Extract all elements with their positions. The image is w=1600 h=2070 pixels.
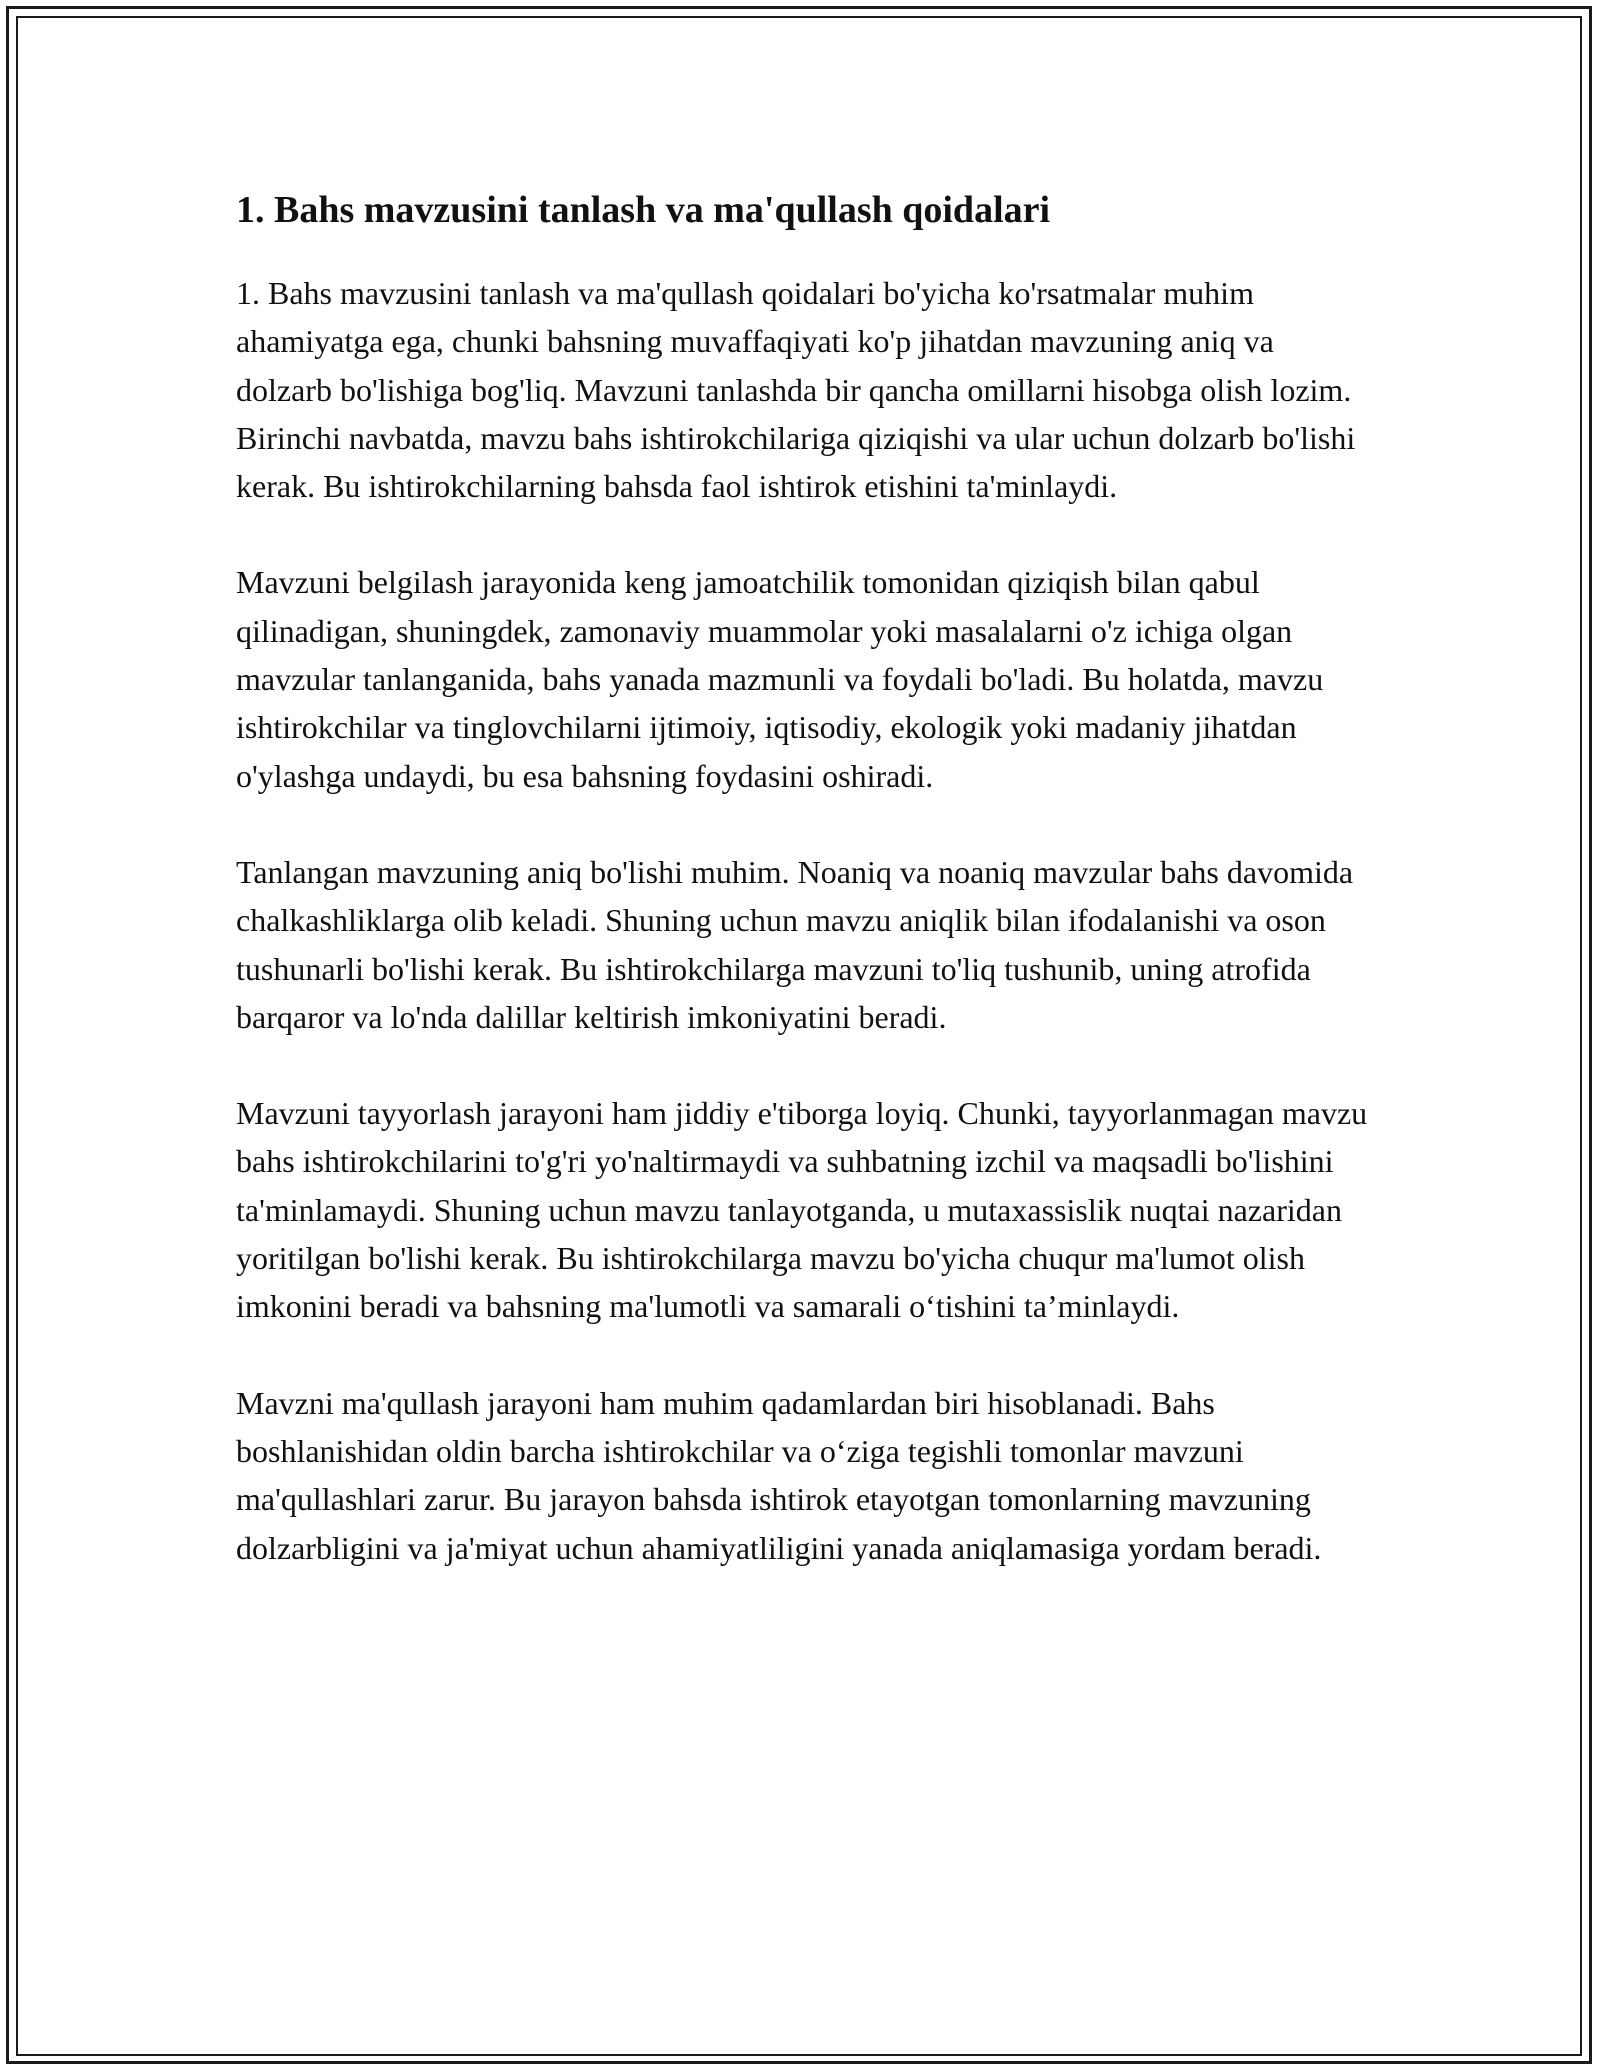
- paragraph-3: Tanlangan mavzuning aniq bo'lishi muhim. Noaniq va noaniq mavzular bahs davomida chalkashliklarga olib keladi. Shuning uchun mavzu aniqlik bilan ifodalanishi va oson tushunarli bo'lishi kerak. Bu ishtirokchilarga mavzuni to'liq tushunib, uning atrofida barqaror va lo'nda dalillar keltirish imkoniyatini beradi.: [236, 853, 1354, 1035]
- section-heading: 1. Bahs mavzusini tanlash va ma'qullash qoidalari: [236, 189, 1051, 231]
- paragraph-2: Mavzuni belgilash jarayonida keng jamoatchilik tomonidan qiziqish bilan qabul qilinadigan, shuningdek, zamonaviy muammolar yoki masalalarni o'z ichiga olgan mavzular tanlanganida, bahs yanada mazmunli va foydali bo'ladi. Bu holatda, mavzu ishtirokchilar va tinglovchilarni ijtimoiy, iqtisodiy, ekologik yoki madaniy jihatdan o'ylashga undaydi, bu esa bahsning foydasini oshiradi.: [236, 564, 1324, 794]
- document-body: [236, 185, 1376, 1620]
- paragraph-1: 1. Bahs mavzusini tanlash va ma'qullash qoidalari bo'yicha ko'rsatmalar muhim ahamiyatga ega, chunki bahsning muvaffaqiyati ko'p jihatdan mavzuning aniq va dolzarb bo'lishiga bog'liq. Mavzuni tanlashda bir qancha omillarni hisobga olish lozim. Birinchi navbatda, mavzu bahs ishtirokchilariga qiziqishi va ular uchun dolzarb bo'lishi kerak. Bu ishtirokchilarning bahsda faol ishtirok etishini ta'minlaydi.: [236, 275, 1356, 505]
- paragraph-5: Mavzni ma'qullash jarayoni ham muhim qadamlardan biri hisoblanadi. Bahs boshlanishidan oldin barcha ishtirokchilar va o‘ziga tegishli tomonlar mavzuni ma'qullashlari zarur. Bu jarayon bahsda ishtirok etayotgan tomonlarning mavzuning dolzarbligini va ja'miyat uchun ahamiyatliligini yanada aniqlamasiga yordam beradi.: [236, 1384, 1322, 1566]
- paragraph-4: Mavzuni tayyorlash jarayoni ham jiddiy e'tiborga loyiq. Chunki, tayyorlanmagan mavzu bahs ishtirokchilarini to'g'ri yo'naltirmaydi va suhbatning izchil va maqsadli bo'lishini ta'minlamaydi. Shuning uchun mavzu tanlayotganda, u mutaxassislik nuqtai nazaridan yoritilgan bo'lishi kerak. Bu ishtirokchilarga mavzu bo'yicha chuqur ma'lumot olish imkonini beradi va bahsning ma'lumotli va samarali o‘tishini ta’minlaydi.: [236, 1095, 1368, 1325]
